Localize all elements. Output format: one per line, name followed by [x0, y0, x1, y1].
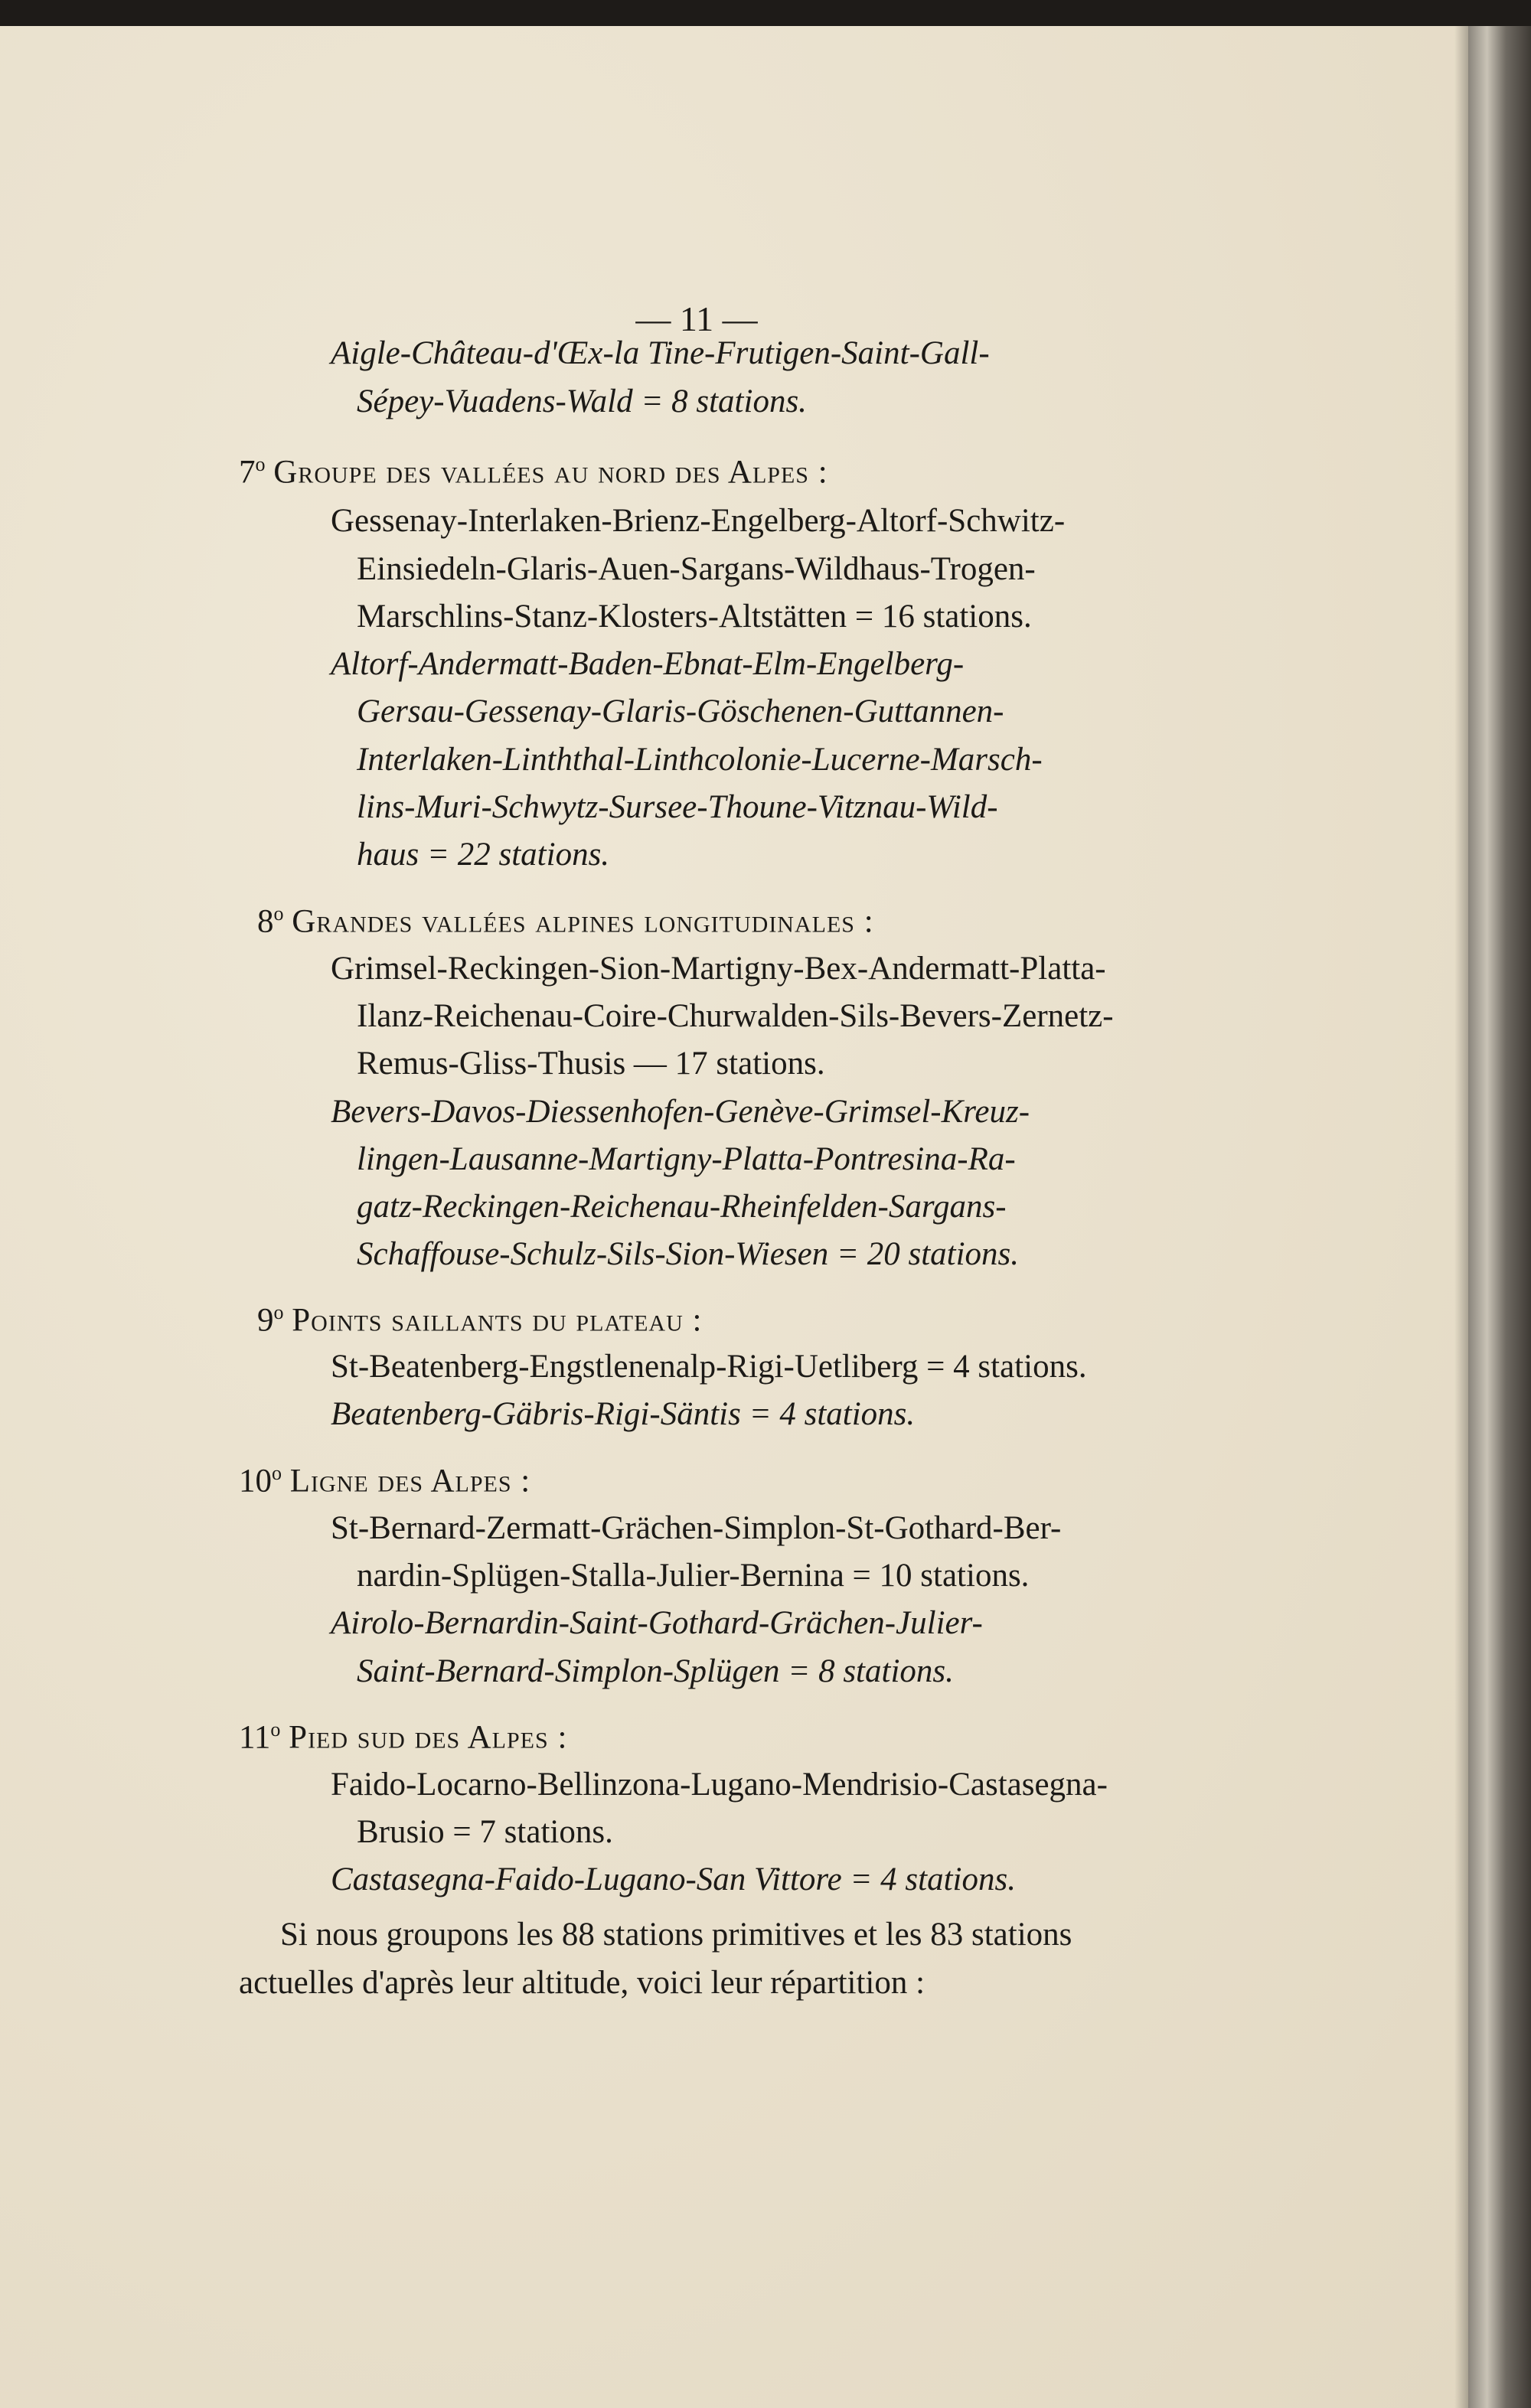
section-heading-11: 11$^o$ Pied sud des Alpes :: [239, 1718, 568, 1756]
section-heading-9: 9$^o$ Points saillants du plateau :: [257, 1301, 703, 1339]
section-heading-8: 8$^o$ Grandes vallées alpines longitudinales :: [257, 902, 874, 940]
page-gutter-shadow: [1454, 26, 1468, 2408]
scan-top-edge: [0, 0, 1531, 26]
text-line: St-Beatenberg-Engstlenenalp-Rigi-Uetliberg = 4 stations.: [331, 1349, 1087, 1385]
text-line: haus = 22 stations.: [357, 837, 610, 873]
text-line: Gersau-Gessenay-Glaris-Göschenen-Guttannen-: [357, 693, 1004, 729]
section-number: 8: [257, 903, 274, 940]
text-line: Aigle-Château-d'Œx-la Tine-Frutigen-Saint-Gall-: [331, 335, 990, 371]
text-line: Castasegna-Faido-Lugano-San Vittore = 4 stations.: [331, 1861, 1016, 1897]
paragraph-line: actuelles d'après leur altitude, voici leur répartition :: [239, 1965, 925, 2001]
text-line: Grimsel-Reckingen-Sion-Martigny-Bex-Andermatt-Platta-: [331, 951, 1106, 987]
text-line: lins-Muri-Schwytz-Sursee-Thoune-Vitznau-Wild-: [357, 789, 998, 825]
section-heading-10: 10$^o$ Ligne des Alpes :: [239, 1462, 531, 1499]
book-page: [0, 26, 1468, 2408]
text-line: Gessenay-Interlaken-Brienz-Engelberg-Altorf-Schwitz-: [331, 503, 1066, 539]
text-line: Airolo-Bernardin-Saint-Gothard-Grächen-Julier-: [331, 1605, 983, 1641]
text-line: Einsiedeln-Glaris-Auen-Sargans-Wildhaus-Trogen-: [357, 551, 1036, 587]
section-heading-7: 7$^o$ Groupe des vallées au nord des Alpes :: [239, 453, 828, 491]
section-title: Grandes vallées alpines longitudinales :: [292, 903, 874, 940]
book-edge: [1468, 26, 1531, 2408]
section-number: 10: [239, 1463, 272, 1499]
section-number: 7: [239, 454, 256, 491]
section-title: Points saillants du plateau :: [292, 1302, 703, 1339]
page-number: — 11 —: [635, 299, 758, 338]
text-line: lingen-Lausanne-Martigny-Platta-Pontresina-Ra-: [357, 1141, 1016, 1177]
text-line: Altorf-Andermatt-Baden-Ebnat-Elm-Engelberg-: [331, 646, 965, 682]
text-line: Bevers-Davos-Diessenhofen-Genève-Grimsel-Kreuz-: [331, 1094, 1030, 1130]
text-line: Marschlins-Stanz-Klosters-Altstätten = 16 stations.: [357, 599, 1032, 635]
text-line: gatz-Reckingen-Reichenau-Rheinfelden-Sargans-: [357, 1189, 1007, 1225]
text-line: Interlaken-Linththal-Linthcolonie-Lucerne-Marsch-: [357, 742, 1043, 778]
section-number: 11: [239, 1719, 271, 1756]
section-title: Ligne des Alpes :: [289, 1463, 531, 1499]
section-number: 9: [257, 1302, 274, 1339]
text-line: Faido-Locarno-Bellinzona-Lugano-Mendrisio-Castasegna-: [331, 1767, 1108, 1803]
text-line: Beatenberg-Gäbris-Rigi-Säntis = 4 stations.: [331, 1396, 916, 1432]
text-line: nardin-Splügen-Stalla-Julier-Bernina = 10 stations.: [357, 1558, 1030, 1594]
section-title: Groupe des vallées au nord des Alpes :: [273, 454, 828, 491]
section-title: Pied sud des Alpes :: [289, 1719, 568, 1756]
text-line: St-Bernard-Zermatt-Grächen-Simplon-St-Gothard-Ber-: [331, 1510, 1062, 1546]
text-line: Brusio = 7 stations.: [357, 1814, 613, 1850]
text-line: Remus-Gliss-Thusis — 17 stations.: [357, 1046, 825, 1082]
paragraph-line: Si nous groupons les 88 stations primitives et les 83 stations: [280, 1917, 1072, 1953]
text-line: Ilanz-Reichenau-Coire-Churwalden-Sils-Bevers-Zernetz-: [357, 998, 1114, 1034]
text-line: Sépey-Vuadens-Wald = 8 stations.: [357, 383, 807, 419]
text-line: Schaffouse-Schulz-Sils-Sion-Wiesen = 20 stations.: [357, 1236, 1020, 1272]
text-line: Saint-Bernard-Simplon-Splügen = 8 stations.: [357, 1653, 954, 1689]
